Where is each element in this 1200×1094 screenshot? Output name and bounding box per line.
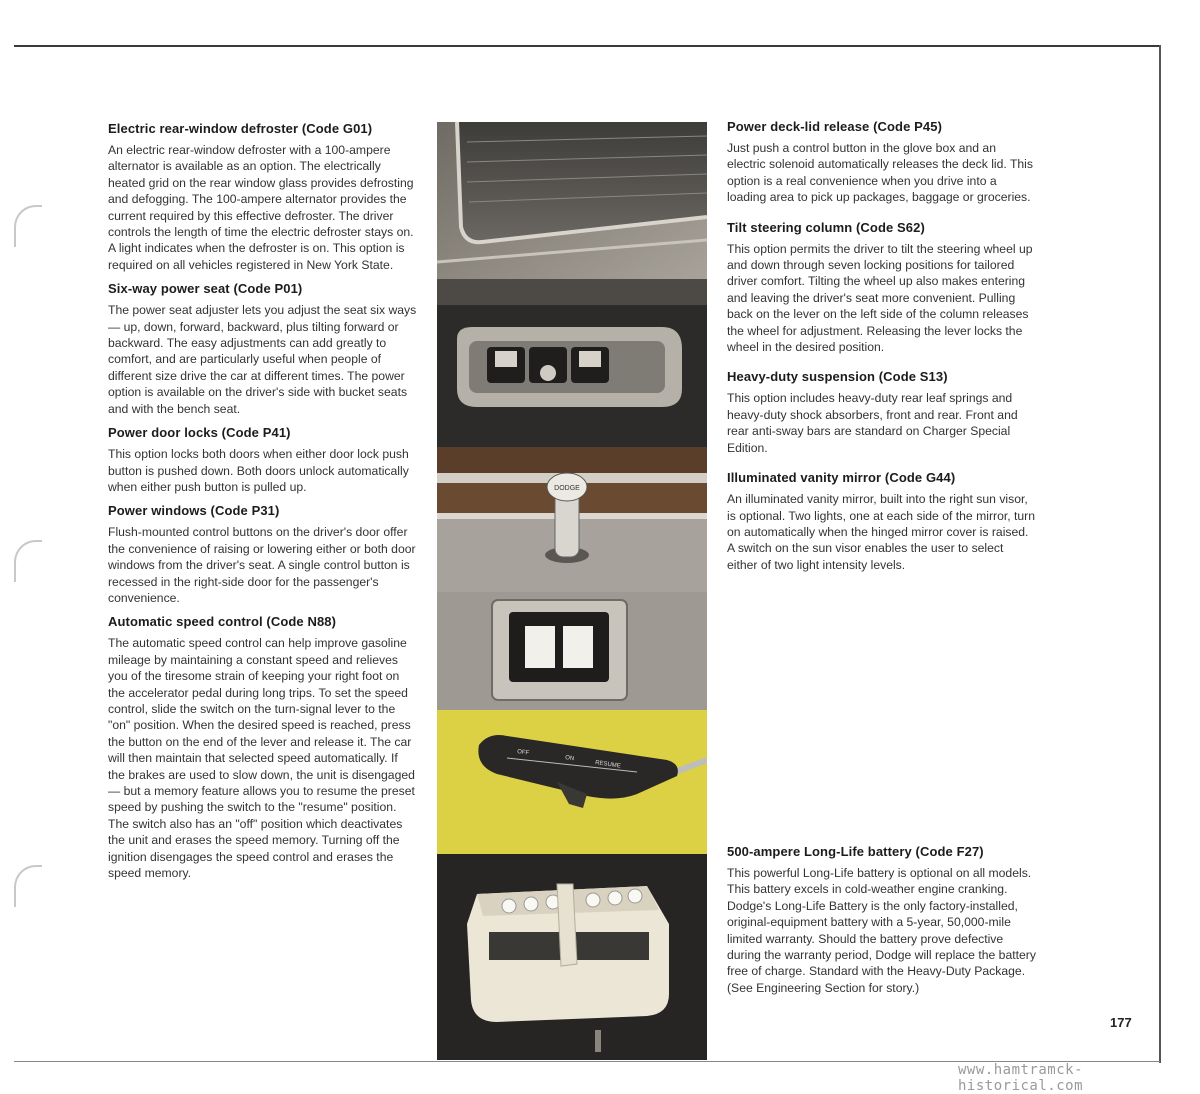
binder-notch bbox=[14, 865, 42, 907]
battery-photo bbox=[437, 854, 707, 1060]
section-body: Just push a control button in the glove box and an electric solenoid automatically releases the deck lid. This option is a real convenience when you drive into a loading area to pick up packages, baggage or groceries. bbox=[727, 141, 1033, 205]
option-section bbox=[108, 613, 418, 881]
door-lock-photo bbox=[437, 447, 707, 592]
rear-window-photo bbox=[437, 122, 707, 279]
right-text-column bbox=[727, 118, 1037, 586]
speed-off-label: OFF bbox=[516, 749, 530, 757]
section-heading: Electric rear-window defroster (Code G01) bbox=[108, 121, 373, 136]
option-section bbox=[727, 118, 1037, 206]
photo-strip bbox=[437, 122, 707, 1060]
section-heading: Illuminated vanity mirror (Code G44) bbox=[727, 470, 956, 486]
section-body: This option permits the driver to tilt the steering wheel up and down through seven locking positions for tailored driver comfort. Tilting the wheel up also makes entering and leaving the driver's seat more convenient. Pulling back on the lever on the left side of the column releases the wheel for adjustment. Releasing the lever locks the wheel in the desired position. bbox=[727, 241, 1033, 355]
section-heading: Power door locks (Code P41) bbox=[108, 425, 291, 441]
power-seat-switch-photo bbox=[437, 279, 707, 447]
top-rule bbox=[14, 45, 1160, 47]
section-body: An electric rear-window defroster with a 100-ampere alternator is available as an option. The electrically heated grid on the rear window glass provides defrosting and defogging. The 100-ampere alternator provides the current required by this effective defroster. The driver controls the length of time the electric defroster stays on. A light indicates when the defroster is on. This option is required on all vehicles registered in New York State. bbox=[108, 143, 414, 272]
option-section bbox=[108, 502, 418, 606]
section-body: This option locks both doors when either door lock push button is pushed down. Both doors unlock automatically when either push button is pulled up. bbox=[108, 447, 409, 494]
section-heading: Power deck-lid release (Code P45) bbox=[727, 119, 942, 134]
section-heading: Heavy-duty suspension (Code S13) bbox=[727, 369, 948, 385]
section-body: This powerful Long-Life battery is optional on all models. This battery excels in cold-weather engine cranking. Dodge's Long-Life Battery is the only factory-installed, original-equipment battery with a 5-year, 50,000-mile limited warranty. Should the battery prove defective during the warranty period, Dodge will replace the battery free of charge. Standard with the Heavy-Duty Package. (See Engineering Section for story.) bbox=[727, 866, 1036, 995]
section-body: This option includes heavy-duty rear leaf springs and heavy-duty shock absorbers, front and rear. Front and rear anti-sway bars are standard on Charger Special Edition. bbox=[727, 391, 1018, 455]
section-body: An illuminated vanity mirror, built into the right sun visor, is optional. Two lights, one at each side of the mirror, turn on automatically when the hinged mirror cover is raised. A switch on the sun visor enables the user to select either of two light intensity levels. bbox=[727, 492, 1036, 572]
speed-control-photo bbox=[437, 710, 707, 854]
section-heading: Automatic speed control (Code N88) bbox=[108, 614, 337, 630]
option-section bbox=[727, 219, 1037, 356]
option-section bbox=[108, 424, 418, 495]
speed-on-label: ON bbox=[564, 755, 575, 763]
battery-section bbox=[727, 843, 1037, 996]
right-rule bbox=[1159, 45, 1161, 1063]
left-text-column bbox=[108, 120, 418, 888]
binder-notch bbox=[14, 205, 42, 247]
section-heading: Six-way power seat (Code P01) bbox=[108, 281, 303, 297]
option-section bbox=[108, 120, 418, 273]
section-heading: 500-ampere Long-Life battery (Code F27) bbox=[727, 844, 984, 859]
watermark: www.hamtramck-historical.com bbox=[958, 1062, 1084, 1094]
section-body: Flush-mounted control buttons on the driver's door offer the convenience of raising or lowering either or both door windows from the driver's seat. A single control button is recessed in the right-side door for the passenger's convenience. bbox=[108, 525, 416, 605]
section-heading: Tilt steering column (Code S62) bbox=[727, 219, 925, 235]
section-body: The power seat adjuster lets you adjust the seat six ways — up, down, forward, backward, plus tilting forward or backward. The easy adjustments can add greatly to comfort, and are particularly useful when people of different size drive the car at different times. The power option is available on the driver's side with bucket seats and with the bench seat. bbox=[108, 303, 417, 416]
page-number: 177 bbox=[1110, 1015, 1132, 1030]
lock-cap-label: DODGE bbox=[554, 485, 580, 492]
binder-notch bbox=[14, 540, 42, 582]
power-window-switch-photo bbox=[437, 592, 707, 710]
section-body: The automatic speed control can help improve gasoline mileage by maintaining a constant speed and relieves you of the tiresome strain of keeping your right foot on the accelerator pedal during long trips. To set the speed control, slide the switch on the turn-signal lever to the "on" position. When the desired speed is reached, press the button on the end of the lever and release it. The car will then maintain that selected speed automatically. If the brakes are used to slow down, the unit is disengaged — but a memory feature allows you to resume the preset speed by pushing the switch to the "resume" position. The switch also has an "off" position which deactivates the unit and erases the speed memory. Turning off the ignition disengages the speed control and erases the speed memory. bbox=[108, 636, 415, 881]
option-section bbox=[108, 280, 418, 417]
speed-resume-label: RESUME bbox=[594, 760, 621, 770]
option-section bbox=[727, 469, 1037, 573]
option-section bbox=[727, 368, 1037, 456]
section-heading: Power windows (Code P31) bbox=[108, 503, 280, 519]
